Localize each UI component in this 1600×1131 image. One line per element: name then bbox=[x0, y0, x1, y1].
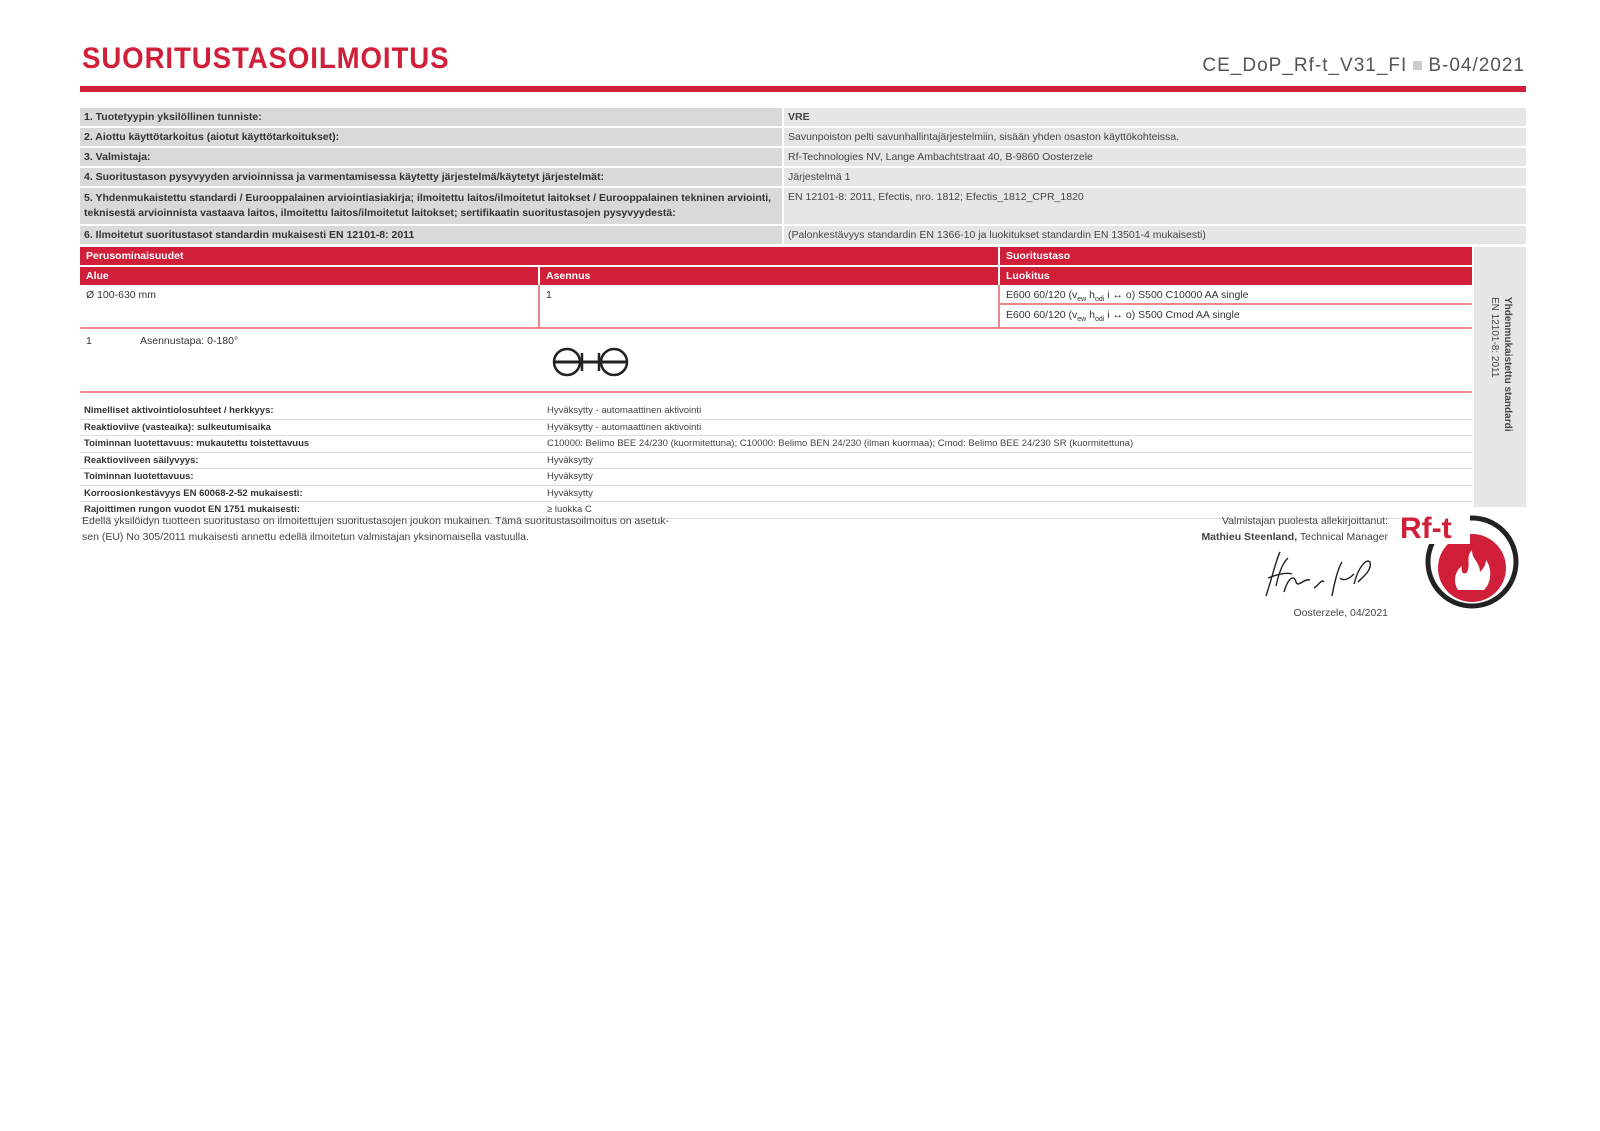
install-cell: 1 bbox=[540, 285, 1000, 327]
separator-square bbox=[1413, 61, 1422, 70]
info-value: (Palonkestävyys standardin EN 1366-10 ja luokitukset standardin EN 13501-4 mukaisesti) bbox=[788, 229, 1206, 241]
installation-icon bbox=[552, 347, 632, 377]
property-row bbox=[80, 420, 1472, 437]
header-range: Alue bbox=[80, 267, 540, 285]
note-row bbox=[80, 329, 1472, 393]
signer-title: Technical Manager bbox=[1297, 531, 1388, 543]
property-row bbox=[80, 469, 1472, 486]
info-row bbox=[80, 148, 1526, 168]
signed-by-label: Valmistajan puolesta allekirjoittanut: bbox=[1221, 515, 1388, 527]
class-1-prefix: E600 60/120 (v bbox=[1006, 289, 1078, 301]
properties-table bbox=[80, 403, 1472, 519]
info-value: VRE bbox=[788, 111, 810, 123]
info-row bbox=[80, 188, 1526, 226]
property-key: Korroosionkestävyys EN 60068-2-52 mukaisesti: bbox=[84, 487, 303, 499]
property-key: Rajoittimen rungon vuodot EN 1751 mukaisesti: bbox=[84, 504, 300, 515]
info-row bbox=[80, 226, 1526, 246]
header-class: Luokitus bbox=[1006, 270, 1050, 282]
statement-line-2: sen (EU) No 305/2011 mukaisesti annettu edellä ilmoitetun valmistajan yksinomaisella vastuulla. bbox=[82, 531, 529, 543]
property-value: Hyväksytty - automaattinen aktivointi bbox=[547, 421, 702, 433]
data-row bbox=[80, 285, 1472, 329]
info-key: 2. Aiottu käyttötarkoitus (aiotut käyttötarkoitukset): bbox=[80, 128, 784, 146]
signer-name: Mathieu Steenland, bbox=[1201, 531, 1298, 543]
performance-table bbox=[80, 247, 1472, 393]
class-cell bbox=[1000, 285, 1472, 327]
header-performance: Suoritustaso bbox=[1006, 250, 1071, 262]
property-value: Hyväksytty bbox=[547, 487, 593, 499]
note-text: Asennustapa: 0-180° bbox=[140, 335, 239, 347]
class-2-sub-odi: odi bbox=[1094, 316, 1105, 324]
sidebar-standard-code: EN 12101-8: 2011 bbox=[1489, 297, 1500, 378]
class-1-suffix: i ↔ o) S500 C10000 AA single bbox=[1104, 289, 1249, 301]
document-revision: B-04/2021 bbox=[1428, 55, 1525, 76]
class-2-suffix: i ↔ o) S500 Cmod AA single bbox=[1104, 309, 1240, 321]
note-number: 1 bbox=[86, 335, 92, 347]
info-value: Rf-Technologies NV, Lange Ambachtstraat 40, B-9860 Oosterzele bbox=[788, 151, 1093, 163]
property-row bbox=[80, 453, 1472, 470]
title-rule bbox=[80, 86, 1526, 92]
property-row bbox=[80, 486, 1472, 503]
range-cell: Ø 100-630 mm bbox=[80, 285, 540, 327]
info-key: 3. Valmistaja: bbox=[80, 148, 784, 166]
class-2-sub-ew: ew bbox=[1077, 316, 1087, 324]
info-key: 6. Ilmoitetut suoritustasot standardin mukaisesti EN 12101-8: 2011 bbox=[80, 226, 784, 244]
place-date: Oosterzele, 04/2021 bbox=[1293, 607, 1388, 619]
logo-text: Rf-t bbox=[1400, 512, 1452, 545]
info-row bbox=[80, 168, 1526, 188]
property-key: Toiminnan luotettavuus: mukautettu toistettavuus bbox=[84, 438, 310, 449]
declaration-statement bbox=[82, 513, 722, 545]
subheader-row bbox=[80, 267, 1472, 285]
header-install: Asennus bbox=[540, 267, 1000, 285]
class-line-1 bbox=[1000, 285, 1472, 305]
info-key: 4. Suoritustason pysyvyyden arvioinnissa ja varmentamisessa käytetty järjestelmä/käytetyt järjestelmät: bbox=[80, 168, 784, 186]
property-key: Nimelliset aktivointiolosuhteet / herkkyys: bbox=[84, 405, 274, 416]
sidebar-standard-label: Yhdenmukaistettu standardi bbox=[1502, 297, 1513, 432]
document-title: SUORITUSTASOILMOITUS bbox=[82, 42, 450, 75]
signer-block bbox=[1201, 513, 1388, 545]
info-value: EN 12101-8: 2011, Efectis, nro. 1812; Efectis_1812_CPR_1820 bbox=[788, 191, 1084, 203]
info-table bbox=[80, 108, 1526, 246]
property-value: C10000: Belimo BEE 24/230 (kuormitettuna); C10000: Belimo BEN 24/230 (ilman kuormaa); Cmod: Belimo BEE 24/230 SR (kuormitettuna) bbox=[547, 438, 1134, 449]
info-value: Savunpoiston pelti savunhallintajärjestelmiin, sisään yhden osaston käyttökohteissa. bbox=[788, 131, 1180, 143]
class-2-mid: h bbox=[1086, 309, 1095, 321]
class-2-prefix: E600 60/120 (v bbox=[1006, 309, 1078, 321]
property-key: Toiminnan luotettavuus: bbox=[84, 471, 194, 482]
sidebar-label bbox=[1488, 297, 1514, 431]
header-row bbox=[80, 247, 1472, 267]
property-value: Hyväksytty bbox=[547, 471, 593, 482]
property-key: Reaktioviive (vasteaika): sulkeutumisaika bbox=[84, 421, 271, 433]
info-row bbox=[80, 128, 1526, 148]
property-value: Hyväksytty - automaattinen aktivointi bbox=[547, 405, 702, 416]
info-row bbox=[80, 108, 1526, 128]
standard-sidebar bbox=[1474, 247, 1526, 507]
signer-line bbox=[1201, 529, 1388, 545]
class-1-mid: h bbox=[1086, 289, 1095, 301]
property-value: ≥ luokka C bbox=[547, 504, 592, 515]
class-1-sub-odi: odi bbox=[1094, 296, 1105, 304]
rft-logo bbox=[1400, 510, 1520, 610]
statement-line-1: Edellä yksilöidyn tuotteen suoritustaso on ilmoitettujen suoritustasojen joukon mukainen. Tämä suoritustasoilmoitus on asetuk- bbox=[82, 515, 669, 527]
document-code: CE_DoP_Rf-t_V31_FI bbox=[1202, 55, 1408, 76]
signature-image bbox=[1258, 548, 1378, 603]
property-row bbox=[80, 436, 1472, 453]
property-row bbox=[80, 403, 1472, 420]
property-key: Reaktioviiveen säilyvyys: bbox=[84, 454, 199, 466]
info-value: Järjestelmä 1 bbox=[788, 171, 851, 183]
info-key: 1. Tuotetyypin yksilöllinen tunniste: bbox=[80, 108, 784, 126]
class-1-sub-ew: ew bbox=[1077, 296, 1087, 304]
class-line-2 bbox=[1000, 305, 1472, 325]
document-id bbox=[1202, 55, 1525, 77]
property-value: Hyväksytty bbox=[547, 454, 593, 466]
header-basic: Perusominaisuudet bbox=[80, 247, 1000, 265]
info-key: 5. Yhdenmukaistettu standardi / Eurooppalainen arviointiasiakirja; ilmoitettu laitos/ilmoitetut laitokset / Eurooppalainen tekninen arviointi, teknisestä arvioinnista vastaava laitos, ilmoitettu laitos/ilmoitetut laitokset; sertifikaatin suoritustasojen pysyvyydestä: bbox=[80, 188, 784, 224]
